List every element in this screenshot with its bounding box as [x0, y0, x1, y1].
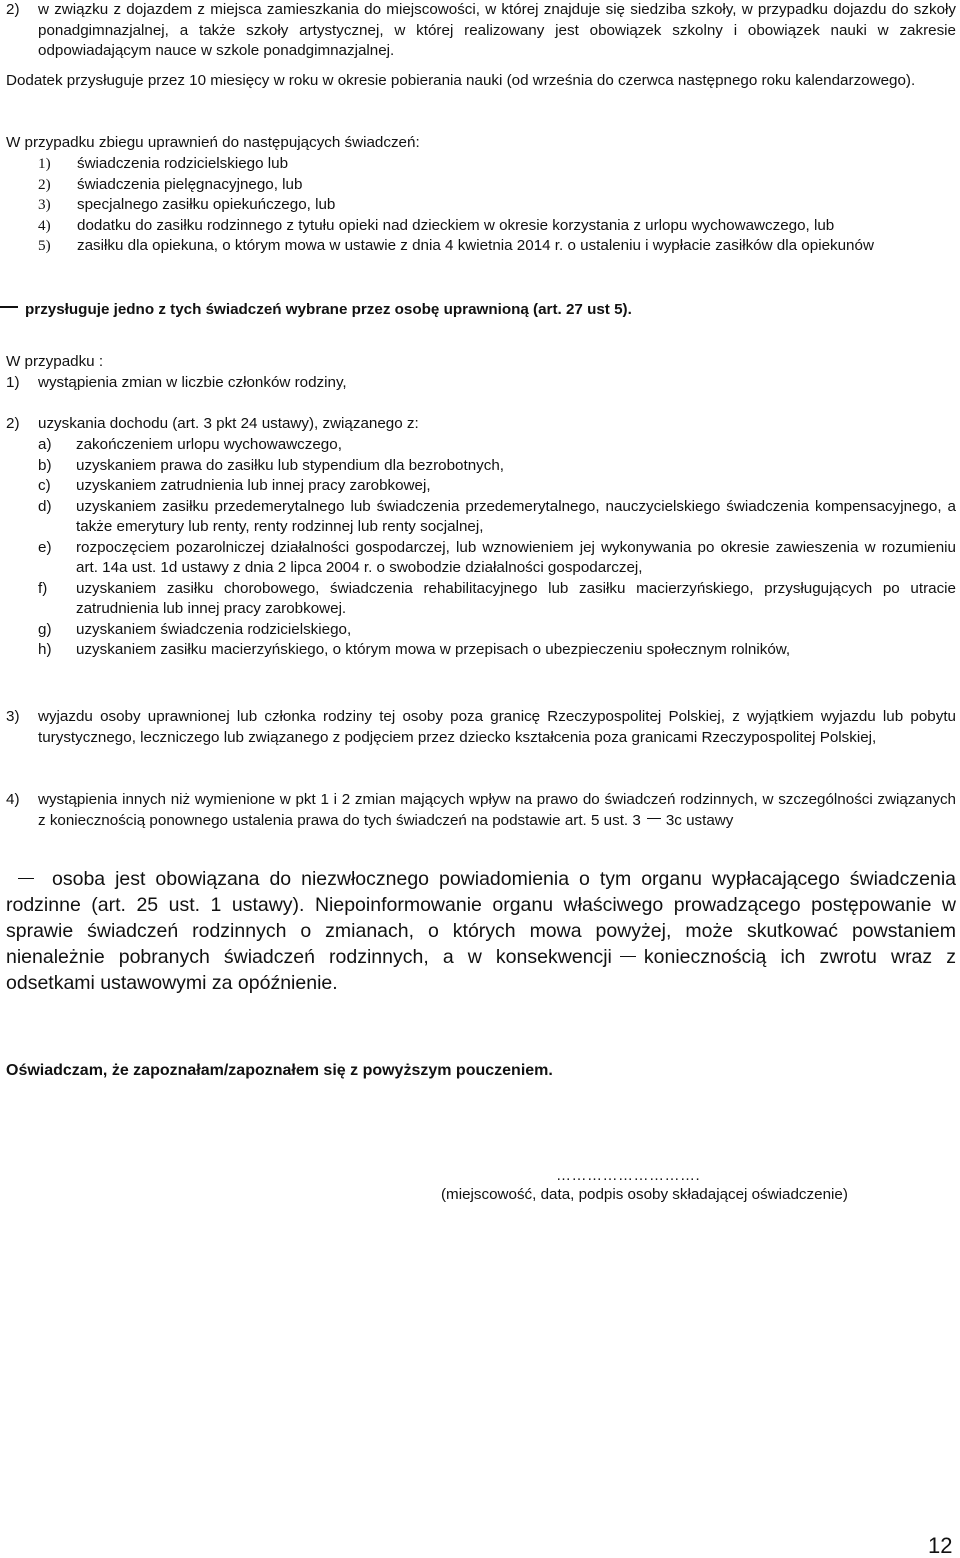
intro-item	[6, 0, 956, 62]
concurrence-heading: W przypadku zbiegu uprawnień do następujących świadczeń:	[6, 134, 420, 151]
intro-item-text: w związku z dojazdem z miejsca zamieszkania do miejscowości, w której znajduje się siedziba szkoły, w przypadku dojazdu do szkoły ponadgimnazjalnej, a także szkoły artystycznej, w której realizowany jest obowiązek szkolny i obowiązek nauki w zakresie odpowiadającym nauce w szkole ponadgimnazjalnej.	[38, 1, 956, 59]
concurrence-item-text: zasiłku dla opiekuna, o którym mowa w ustawie z dnia 4 kwietnia 2014 r. o ustaleniu i wypłacie zasiłków dla opiekunów	[77, 237, 874, 254]
concurrence-item-text: specjalnego zasiłku opiekuńczego, lub	[77, 196, 336, 213]
concurrence-conclusion	[6, 300, 956, 321]
income-item-mark: h)	[38, 641, 52, 658]
obligation-text-part2: koniecznością ich zwrotu wraz z odsetkami ustawowymi za opóźnienie.	[6, 946, 956, 994]
concurrence-item	[38, 175, 956, 196]
income-item	[38, 497, 956, 538]
changes-item-2-text: uzyskania dochodu (art. 3 pkt 24 ustawy), związanego z:	[38, 415, 419, 432]
income-item-mark: e)	[38, 538, 52, 556]
changes-item-1-number: 1)	[6, 374, 20, 391]
changes-item-2	[6, 414, 956, 435]
signature-caption: (miejscowość, data, podpis osoby składającej oświadczenie)	[441, 1186, 848, 1203]
income-item-mark: b)	[38, 456, 52, 474]
declaration-text: Oświadczam, że zapoznałam/zapoznałem się z powyższym pouczeniem.	[6, 1062, 553, 1079]
income-item	[38, 456, 956, 477]
concurrence-item	[38, 216, 956, 237]
dash-icon	[620, 956, 636, 958]
income-item-text: zakończeniem urlopu wychowawczego,	[76, 436, 342, 453]
signature-line: ……………………….	[556, 1167, 701, 1184]
income-item-text: rozpoczęciem pozarolniczej działalności gospodarczej, lub wznowieniem jej wykonywania po okresie zawieszenia w rozumieniu art. 14a ust. 1d ustawy z dnia 2 lipca 2004 r. o swobodzie działalności gospodarczej,	[76, 538, 956, 576]
concurrence-list	[38, 154, 956, 257]
income-item-text: uzyskaniem prawa do zasiłku lub stypendium dla bezrobotnych,	[76, 456, 505, 474]
changes-item-3-number: 3)	[6, 708, 20, 725]
changes-item-2-number: 2)	[6, 415, 20, 432]
income-item-mark: f)	[38, 579, 48, 597]
changes-item-1	[6, 373, 956, 394]
intro-item-number: 2)	[6, 1, 20, 18]
dash-icon	[647, 818, 661, 820]
income-item-text: uzyskaniem świadczenia rodzicielskiego,	[76, 620, 352, 638]
income-item-mark: a)	[38, 436, 52, 453]
changes-item-4-text-tail: 3c ustawy	[665, 811, 734, 829]
concurrence-item-number: 2)	[38, 175, 51, 193]
changes-heading: W przypadku :	[6, 353, 104, 370]
income-item-mark: d)	[38, 497, 52, 515]
concurrence-conclusion-text: przysługuje jedno z tych świadczeń wybrane przez osobę uprawnioną (art. 27 ust 5).	[25, 301, 632, 318]
income-item-text: uzyskaniem zasiłku macierzyńskiego, o którym mowa w przepisach o ubezpieczeniu społecznym rolników,	[76, 641, 791, 658]
income-item	[38, 620, 956, 641]
changes-item-4-text-main: wystąpienia innych niż wymienione w pkt 1 i 2 zmian mających wpływ na prawo do świadczeń rodzinnych, w szczególności związanych z koniecznością ponownego ustalenia prawa do tych świadczeń na podstawie art. 5 ust. 3	[38, 791, 956, 829]
concurrence-item	[38, 195, 956, 216]
concurrence-item	[38, 236, 956, 257]
income-item	[38, 538, 956, 579]
concurrence-item	[38, 154, 956, 175]
changes-item-1-text: wystąpienia zmian w liczbie członków rodziny,	[38, 374, 347, 391]
income-item-mark: g)	[38, 620, 52, 638]
concurrence-item-text: dodatku do zasiłku rodzinnego z tytułu opieki nad dzieckiem w okresie korzystania z urlopu wychowawczego, lub	[77, 216, 835, 234]
dash-icon	[0, 306, 18, 308]
income-item-text: uzyskaniem zatrudnienia lub innej pracy zarobkowej,	[76, 477, 431, 494]
changes-item-3	[6, 707, 956, 748]
changes-item-4-text	[38, 790, 956, 831]
obligation-text-part1: osoba jest obowiązana do niezwłocznego powiadomienia o tym organu wypłacającego świadczenia rodzinne (art. 25 ust. 1 ustawy). Niepoinformowanie organu właściwego prowadzącego postępowanie w sprawie świadczeń rodzinnych o zmianach, o których mowa powyżej, może skutkować powstaniem nienależnie pobranych świadczeń rodzinnych, a w konsekwencji	[6, 868, 956, 968]
income-item	[38, 435, 956, 456]
concurrence-item-number: 5)	[38, 237, 51, 254]
concurrence-item-text: świadczenia pielęgnacyjnego, lub	[77, 175, 303, 193]
changes-item-4	[6, 790, 956, 831]
concurrence-item-number: 1)	[38, 155, 51, 172]
income-item	[38, 579, 956, 620]
obligation-paragraph	[6, 866, 956, 996]
supplement-paragraph: Dodatek przysługuje przez 10 miesięcy w roku w okresie pobierania nauki (od września do czerwca następnego roku kalendarzowego).	[6, 72, 916, 89]
page-number: 12	[928, 1533, 953, 1558]
income-item-text: uzyskaniem zasiłku chorobowego, świadczenia rehabilitacyjnego lub zasiłku macierzyńskiego, przysługujących po utracie zatrudnienia lub innej pracy zarobkowej.	[76, 579, 956, 617]
concurrence-item-number: 4)	[38, 216, 51, 234]
income-list	[38, 435, 956, 661]
income-item	[38, 640, 956, 661]
concurrence-item-number: 3)	[38, 196, 51, 213]
dash-icon	[18, 878, 34, 880]
income-item-text: uzyskaniem zasiłku przedemerytalnego lub świadczenia przedemerytalnego, nauczycielskiego świadczenia kompensacyjnego, a także emerytury lub renty, renty rodzinnej lub renty socjalnej,	[76, 497, 956, 535]
concurrence-item-text: świadczenia rodzicielskiego lub	[77, 155, 289, 172]
income-item	[38, 476, 956, 497]
changes-item-4-number: 4)	[6, 791, 20, 808]
income-item-mark: c)	[38, 477, 51, 494]
changes-item-3-text: wyjazdu osoby uprawnionej lub członka rodziny tej osoby poza granicę Rzeczypospolitej Polskiej, z wyjątkiem wyjazdu lub pobytu turystycznego, leczniczego lub związanego z podjęciem przez dziecko kształcenia poza granicami Rzeczypospolitej Polskiej,	[38, 708, 956, 746]
